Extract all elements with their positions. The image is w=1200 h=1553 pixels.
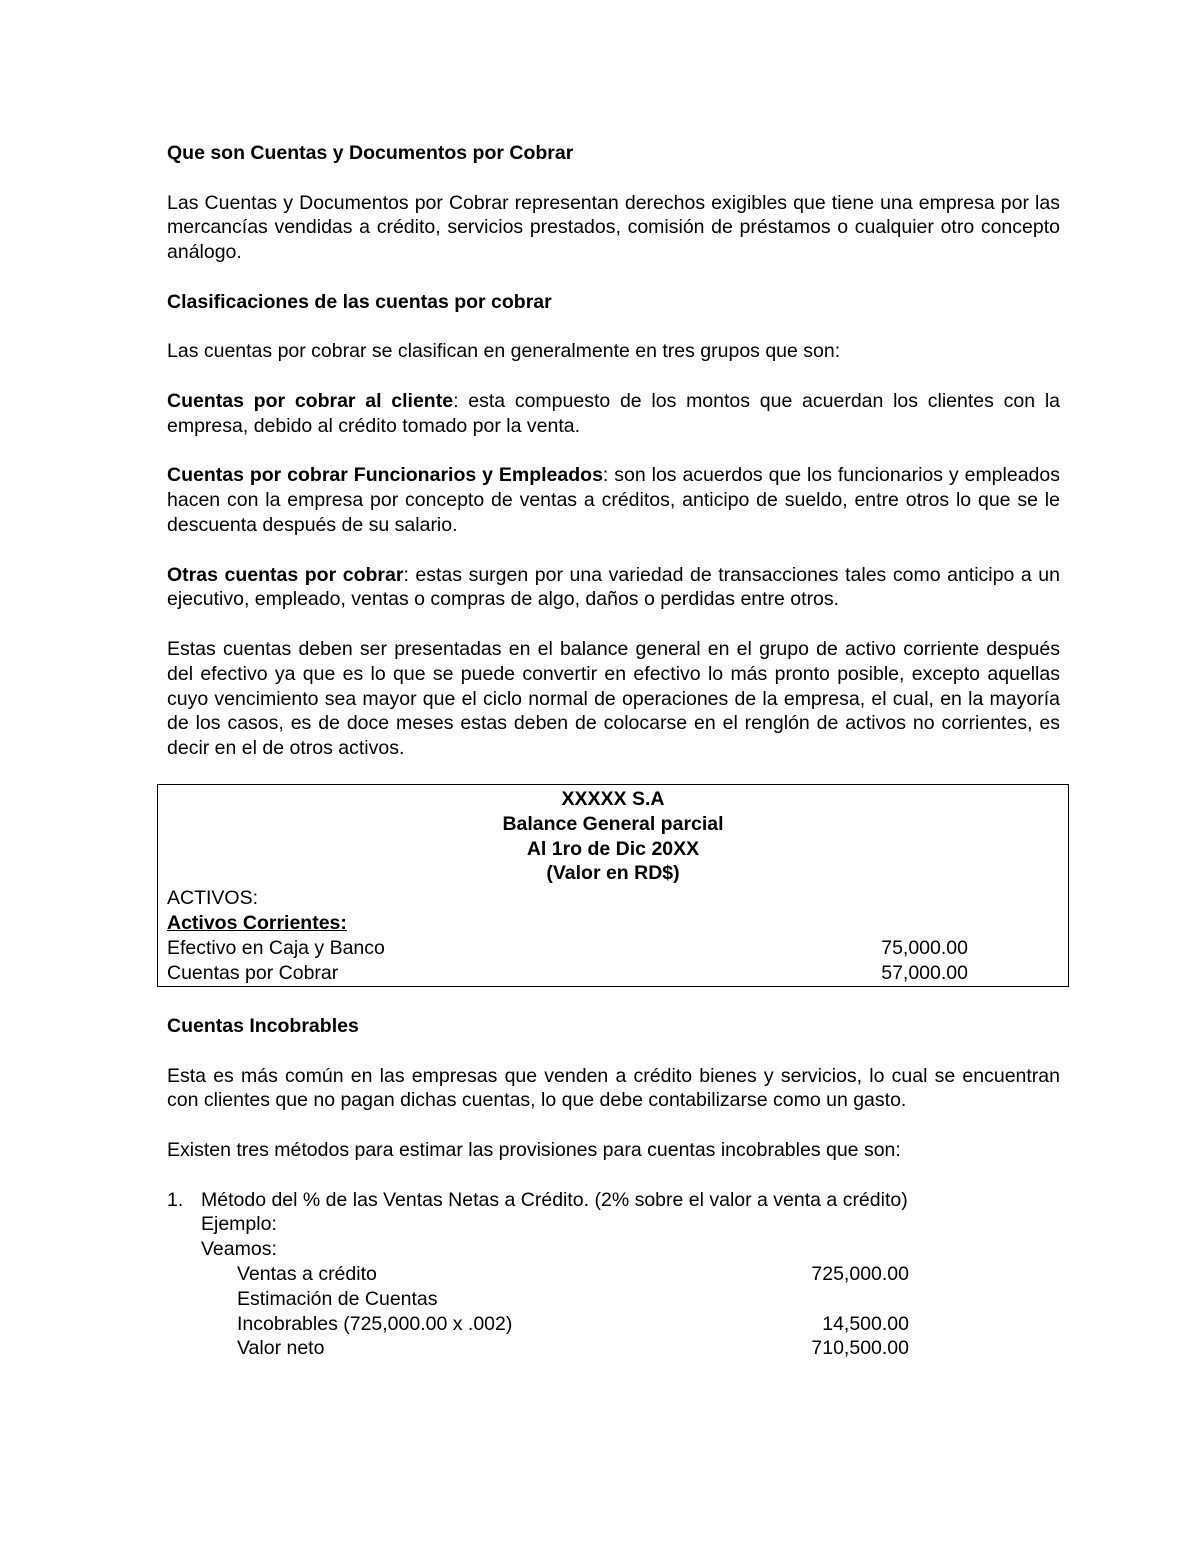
paragraph: Existen tres métodos para estimar las provisiones para cuentas incobrables que son: (167, 1138, 901, 1161)
classification-item (167, 389, 1060, 439)
document-page (167, 141, 1060, 761)
balance-row-label: Cuentas por Cobrar (167, 961, 339, 984)
calculation-line (237, 1287, 909, 1312)
calculation-line (237, 1312, 909, 1337)
classification-term: Cuentas por cobrar Funcionarios y Empleados (167, 464, 603, 487)
balance-row-amount: 75,000.00 (881, 936, 968, 959)
calculation-label: Valor neto (237, 1337, 325, 1360)
calculation-line (237, 1262, 909, 1287)
section-title: Clasificaciones de las cuentas por cobrar (167, 290, 552, 313)
example-label: Ejemplo: (201, 1213, 277, 1236)
balance-row (158, 936, 1068, 961)
calculation-line (237, 1336, 909, 1361)
paragraph: Esta es más común en las empresas que venden a crédito bienes y servicios, lo cual se encuentran con clientes que no pagan dichas cuentas, lo que debe contabilizarse como un gasto. (167, 1064, 1060, 1112)
section-title: Cuentas Incobrables (167, 1015, 359, 1037)
paragraph: Las cuentas por cobrar se clasifican en generalmente en tres grupos que son: (167, 340, 841, 363)
classification-text: : son los acuerdos que los funcionarios y empleados hacen con la empresa por concepto de ventas a créditos, anticipo de sueldo, entre otros lo que se le descuenta después de su salario. (167, 464, 1060, 536)
classification-text: : esta compuesto de los montos que acuerdan los clientes con la empresa, debido al crédito tomado por la venta. (167, 389, 1060, 437)
calculation-value: 14,500.00 (822, 1312, 909, 1335)
calculation-label: Estimación de Cuentas (237, 1287, 438, 1310)
calculation-label: Ventas a crédito (237, 1262, 377, 1285)
section-label: ACTIVOS: (167, 887, 259, 910)
balance-row (158, 961, 1068, 986)
calculation-value: 725,000.00 (811, 1262, 909, 1285)
paragraph: Las Cuentas y Documentos por Cobrar representan derechos exigibles que tiene una empresa por las mercancías vendidas a crédito, servicios prestados, comisión de préstamos o cualquier otro concepto análogo. (167, 191, 1060, 264)
method-list-item (167, 1188, 1060, 1362)
subsection-label: Activos Corrientes: (167, 911, 347, 934)
balance-row-label: Efectivo en Caja y Banco (167, 936, 385, 959)
company-name: XXXXX S.A (561, 788, 665, 810)
method-text: Método del % de las Ventas Netas a Crédito. (2% sobre el valor a venta a crédito) (201, 1188, 908, 1211)
paragraph: Estas cuentas deben ser presentadas en el balance general en el grupo de activo corriente después del efectivo ya que es lo que se puede convertir en efectivo lo más pronto posible, excepto aquellas cuyo vencimiento sea mayor que el ciclo normal de operaciones de la empresa, el cual, en la mayoría de los casos, es de doce meses estas deben de colocarse en el renglón de activos no corrientes, es decir en el de otros activos. (167, 637, 1060, 760)
balance-row-amount: 57,000.00 (881, 961, 968, 984)
classification-item (167, 563, 1060, 613)
calculation-block (167, 1262, 909, 1361)
calculation-label: Incobrables (725,000.00 x .002) (237, 1312, 513, 1335)
see-label: Veamos: (201, 1238, 277, 1261)
balance-currency: (Valor en RD$) (546, 862, 680, 885)
balance-title: Balance General parcial (502, 812, 724, 835)
balance-date: Al 1ro de Dic 20XX (526, 837, 700, 860)
list-number: 1. (167, 1188, 184, 1211)
section-title: Que son Cuentas y Documentos por Cobrar (167, 142, 574, 164)
classification-text: : estas surgen por una variedad de transacciones tales como anticipo a un ejecutivo, empleado, ventas o compras de algo, daños o perdidas entre otros. (167, 563, 1060, 611)
balance-sheet-box (157, 784, 1069, 987)
classification-term: Cuentas por cobrar al cliente (167, 389, 454, 412)
classification-term: Otras cuentas por cobrar (167, 563, 404, 586)
document-page-lower (167, 1014, 1060, 1361)
classification-item (167, 463, 1060, 537)
calculation-value: 710,500.00 (811, 1337, 909, 1360)
